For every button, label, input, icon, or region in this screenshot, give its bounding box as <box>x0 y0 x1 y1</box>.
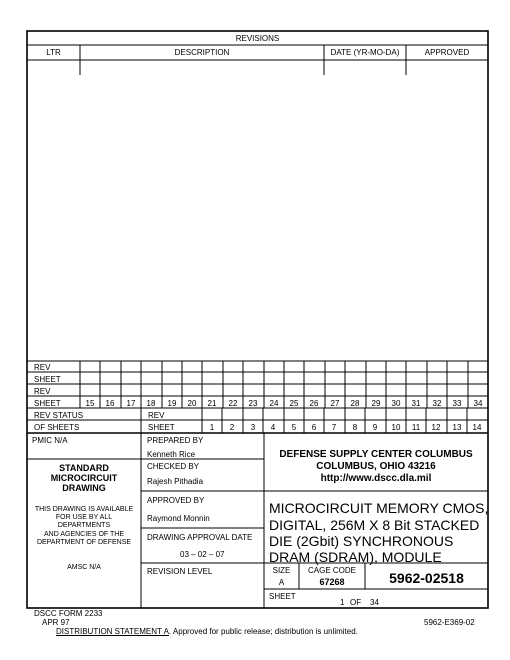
total-sheets: 34 <box>370 598 379 607</box>
sheet-number-cell: 6 <box>311 423 317 432</box>
checked-by-label: CHECKED BY <box>147 462 200 471</box>
sheet-number-cell: 29 <box>371 399 381 408</box>
approval-date: 03 – 02 – 07 <box>180 550 225 559</box>
sheet-row-label: SHEET <box>34 375 61 384</box>
document-number: 5962-02518 <box>389 570 464 586</box>
sheet-number-cell: 25 <box>289 399 299 408</box>
sheet-number-cell: 1 <box>209 423 215 432</box>
date-column-header: DATE (YR-MO-DA) <box>330 48 400 57</box>
sheet-label: SHEET <box>269 592 296 601</box>
standard-title-line1: STANDARD <box>59 463 109 473</box>
of-label: OF <box>350 598 362 607</box>
approved-column-header: APPROVED <box>424 48 470 57</box>
sheet-number-cell: 26 <box>309 399 319 408</box>
sheet-number-cell: 33 <box>452 399 462 408</box>
sheet-number-cell: 7 <box>331 423 337 432</box>
availability-line2: FOR USE BY ALL <box>55 514 113 521</box>
approved-by-name: Raymond Monnin <box>147 514 210 523</box>
sheet-number-cell: 5 <box>291 423 297 432</box>
rev-row-label: REV <box>34 387 51 396</box>
drawing-title-line1: MICROCIRCUIT MEMORY CMOS, <box>269 500 489 516</box>
sheet-number-cell: 23 <box>248 399 258 408</box>
rev-status-label: REV STATUS <box>34 411 84 420</box>
sheet-number-cell: 24 <box>269 399 279 408</box>
drawing-title-line2: DIGITAL, 256M X 8 Bit STACKED <box>269 517 480 533</box>
checked-by-name: Rajesh Pithadia <box>147 477 204 486</box>
sheet-number-cell: 19 <box>167 399 177 408</box>
sheet-number-cell: 31 <box>411 399 421 408</box>
drawing-title-line3: DIE (2Gbit) SYNCHRONOUS <box>269 533 454 549</box>
revisions-title: REVISIONS <box>235 34 280 43</box>
availability-line3: DEPARTMENTS <box>57 522 111 529</box>
sheet-number: 1 <box>340 598 345 607</box>
revision-level-label: REVISION LEVEL <box>147 567 213 576</box>
sheet-number-cell: 28 <box>350 399 360 408</box>
distribution-label: DISTRIBUTION STATEMENT A <box>56 627 169 636</box>
prepared-by-label: PREPARED BY <box>147 436 204 445</box>
sheet-number-cell: 2 <box>229 423 235 432</box>
distribution-statement <box>56 627 358 637</box>
sheet-number-cell: 16 <box>105 399 115 408</box>
sheet-number-cell: 22 <box>228 399 238 408</box>
description-column-header: DESCRIPTION <box>174 48 230 57</box>
sheet-number-cell: 13 <box>452 423 462 432</box>
sheet-number-cell: 27 <box>330 399 340 408</box>
sheet-number-cell: 32 <box>432 399 442 408</box>
size-value: A <box>278 578 285 587</box>
sheet-number-cell: 34 <box>473 399 483 408</box>
distribution-text: . Approved for public release; distribution is unlimited. <box>168 627 358 636</box>
document-code: 5962-E369-02 <box>424 618 475 627</box>
rev-row-label: REV <box>34 363 51 372</box>
prepared-by-name: Kenneth Rice <box>147 450 196 459</box>
drawing-title-line4: DRAM (SDRAM), MODULE <box>269 549 442 565</box>
sheet-number-cell: 20 <box>187 399 197 408</box>
cage-code-label: CAGE CODE <box>307 566 356 575</box>
form-number: DSCC FORM 2233 <box>34 609 103 618</box>
dscc-address: COLUMBUS, OHIO 43216 <box>316 461 436 472</box>
sheet-label: SHEET <box>148 423 175 432</box>
sheet-number-cell: 17 <box>126 399 136 408</box>
sheet-number-cell: 11 <box>411 423 421 432</box>
sheet-number-cell: 10 <box>391 423 401 432</box>
sheet-number-cell: 14 <box>472 423 482 432</box>
dscc-name: DEFENSE SUPPLY CENTER COLUMBUS <box>279 449 473 460</box>
pmic-label: PMIC N/A <box>32 436 68 445</box>
sheet-number-cell: 4 <box>270 423 276 432</box>
availability-line4: AND AGENCIES OF THE <box>44 531 124 538</box>
sheet-number-cell: 15 <box>85 399 95 408</box>
standard-title-line3: DRAWING <box>62 483 106 493</box>
sheet-number-cell: 18 <box>146 399 156 408</box>
sheet-number-cell: 12 <box>431 423 441 432</box>
of-sheets-label: OF SHEETS <box>34 423 80 432</box>
sheet-number-cell: 30 <box>391 399 401 408</box>
dscc-url: http://www.dscc.dla.mil <box>320 473 432 484</box>
cage-code-value: 67268 <box>319 577 345 587</box>
sheet-number-cell: 8 <box>352 423 358 432</box>
standard-title-line2: MICROCIRCUIT <box>50 473 118 483</box>
ltr-column-header: LTR <box>46 48 61 57</box>
sheet-number-cell: 21 <box>207 399 217 408</box>
approval-date-label: DRAWING APPROVAL DATE <box>147 533 253 542</box>
sheet-number-cell: 3 <box>250 423 256 432</box>
form-date: APR 97 <box>42 618 70 627</box>
approved-by-label: APPROVED BY <box>147 496 205 505</box>
amsc-label: AMSC N/A <box>67 564 101 571</box>
sheet-row-label: SHEET <box>34 399 61 408</box>
availability-line5: DEPARTMENT OF DEFENSE <box>36 539 132 546</box>
size-label: SIZE <box>272 566 291 575</box>
sheet-number-cell: 9 <box>372 423 378 432</box>
availability-line1: THIS DRAWING IS AVAILABLE <box>34 506 134 513</box>
rev-label: REV <box>148 411 165 420</box>
